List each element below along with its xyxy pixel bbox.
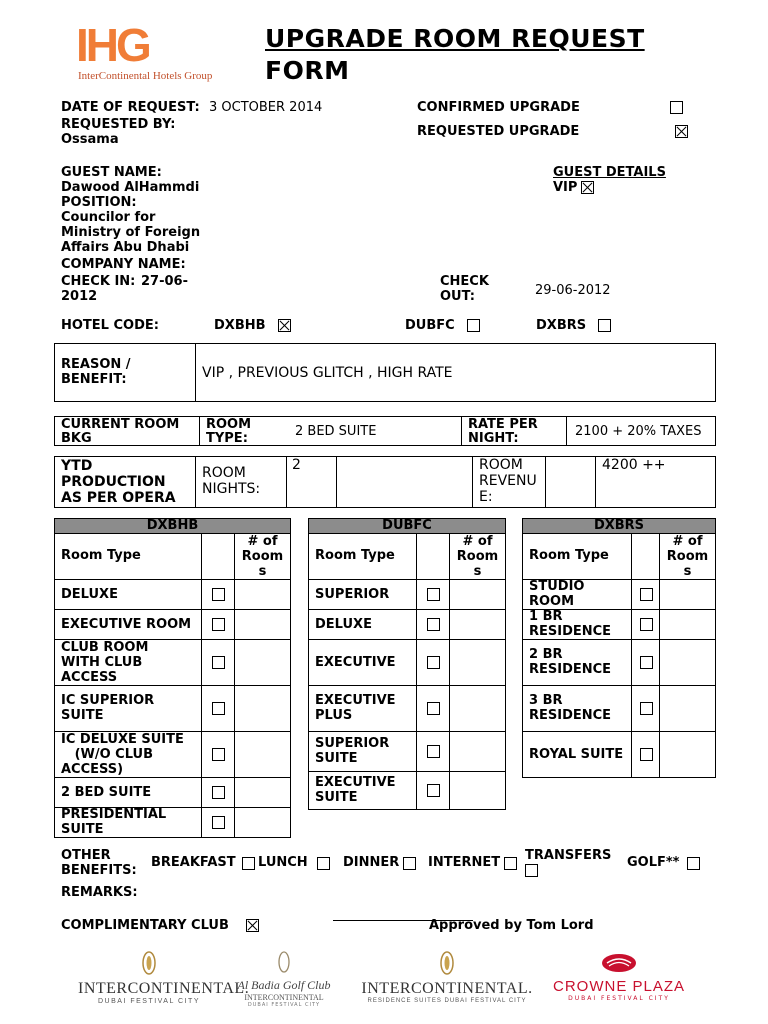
room-type-label-line2: TYPE: (206, 431, 248, 446)
dxbrs-row-3-rooms-cell[interactable] (660, 640, 715, 685)
check-out-label-line1: CHECK (440, 274, 489, 289)
dxbhb-row-3-checkbox[interactable] (212, 656, 225, 669)
dubfc-row-3-checkbox[interactable] (427, 656, 440, 669)
dxbrs-row-3-label-line2: RESIDENCE (529, 662, 612, 677)
dubfc-row-4-rooms-cell[interactable] (450, 686, 505, 731)
dubfc-row-5-checkbox[interactable] (427, 745, 440, 758)
current-div2 (461, 416, 462, 446)
dxbhb-row-5-label-line1: IC DELUXE SUITE (61, 732, 184, 747)
dubfc-row-6-rooms-cell[interactable] (450, 772, 505, 809)
dxbhb-row-1-checkbox[interactable] (212, 588, 225, 601)
breakfast-checkbox[interactable] (242, 857, 255, 870)
dxbrs-room-type-header: Room Type (529, 548, 609, 563)
confirmed-upgrade-checkbox[interactable] (670, 101, 683, 114)
room-nights-value[interactable]: 2 (292, 457, 301, 473)
reason-divider (195, 343, 196, 402)
other-benefits-label-line1: OTHER (61, 848, 111, 863)
ihg-logo-subtext: InterContinental Hotels Group (78, 70, 213, 82)
form-title-line1: UPGRADE ROOM REQUEST (265, 24, 645, 53)
transfers-checkbox[interactable] (525, 864, 538, 877)
check-out-value: 29-06-2012 (535, 283, 611, 298)
al-badia-crest-icon (276, 950, 292, 974)
dxbhb-room-type-header: Room Type (61, 548, 141, 563)
dxbrs-row-divider (522, 777, 716, 778)
brand4-sub: DUBAI FESTIVAL CITY (568, 995, 670, 1002)
current-room-label-line1: CURRENT ROOM (61, 417, 180, 432)
dxbhb-rooms-header-line3: s (258, 564, 267, 579)
hotel-code-dxbhb: DXBHB (214, 318, 266, 333)
lunch-label: LUNCH (258, 855, 308, 870)
dubfc-row-4-checkbox[interactable] (427, 702, 440, 715)
breakfast-label: BREAKFAST (151, 855, 236, 870)
dxbrs-rooms-header-line2: Room (666, 549, 709, 564)
dxbrs-row-3-label-line1: 2 BR (529, 647, 563, 662)
golf-label: GOLF** (627, 855, 680, 870)
hotel-dxbhb-checkbox[interactable] (278, 319, 291, 332)
brand3-name: INTERCONTINENTAL. (361, 980, 533, 997)
internet-checkbox[interactable] (504, 857, 517, 870)
complimentary-club-label: COMPLIMENTARY CLUB (61, 918, 229, 933)
room-type-value[interactable]: 2 BED SUITE (295, 424, 377, 439)
transfers-label: TRANSFERS (525, 848, 612, 863)
dxbhb-row-6-checkbox[interactable] (212, 786, 225, 799)
dubfc-row-5-label-line1: SUPERIOR (315, 736, 390, 751)
dxbrs-row-4-rooms-cell[interactable] (660, 686, 715, 731)
check-in-value-line2: 2012 (61, 289, 98, 304)
dxbhb-row-3-label-line3: ACCESS (61, 670, 118, 685)
dubfc-row-1-checkbox[interactable] (427, 588, 440, 601)
dubfc-rooms-header-line1: # of (462, 534, 493, 549)
dxbhb-row-7-label-line2: SUITE (61, 822, 104, 837)
check-in-label: CHECK IN: (61, 274, 136, 289)
hotel-code-label: HOTEL CODE: (61, 318, 159, 333)
dxbhb-row-1-label-line1: DELUXE (61, 587, 118, 602)
dxbhb-row-5-rooms-cell[interactable] (235, 732, 290, 777)
dxbhb-row-7-label-line1: PRESIDENTIAL (61, 807, 167, 822)
brand2-sub1: INTERCONTINENTAL (244, 993, 324, 1002)
dxbrs-row-1-rooms-cell[interactable] (660, 580, 715, 609)
dxbhb-row-7-checkbox[interactable] (212, 816, 225, 829)
dxbhb-row-5-label-line2: (W/O CLUB (61, 747, 154, 762)
lunch-checkbox[interactable] (317, 857, 330, 870)
dinner-label: DINNER (343, 855, 400, 870)
dubfc-row-2-rooms-cell[interactable] (450, 610, 505, 639)
dxbhb-row-4-label-line1: IC SUPERIOR (61, 693, 155, 708)
date-of-request-label: DATE OF REQUEST: (61, 100, 200, 115)
current-div3 (566, 416, 567, 446)
position-value-line2: Ministry of Foreign (61, 225, 201, 240)
ytd-div2 (286, 456, 287, 508)
dubfc-row-4-label-line2: PLUS (315, 708, 353, 723)
dxbrs-row-4-label-line1: 3 BR (529, 693, 563, 708)
dubfc-row-divider (308, 809, 506, 810)
dinner-checkbox[interactable] (403, 857, 416, 870)
requested-upgrade-checkbox[interactable] (675, 125, 688, 138)
dubfc-row-5-label-line2: SUITE (315, 751, 358, 766)
reason-label-line1: REASON / (61, 357, 131, 372)
dubfc-row-6-label-line1: EXECUTIVE (315, 775, 396, 790)
golf-checkbox[interactable] (687, 857, 700, 870)
rate-label-line2: NIGHT: (468, 431, 519, 446)
dxbrs-row-2-label-line1: 1 BR (529, 609, 563, 624)
room-revenue-label-line2: REVENU (479, 473, 537, 489)
ytd-label-line3: AS PER OPERA (61, 490, 176, 506)
position-value-line3: Affairs Abu Dhabi (61, 240, 190, 255)
brand-intercontinental-dfc (78, 950, 250, 1005)
ytd-div3 (336, 456, 337, 508)
brand-al-badia (228, 950, 340, 1008)
dxbhb-row-4-checkbox[interactable] (212, 702, 225, 715)
current-room-label-line2: BKG (61, 431, 92, 446)
dxbhb-row-2-rooms-cell[interactable] (235, 610, 290, 639)
date-of-request-value: 3 OCTOBER 2014 (209, 100, 323, 115)
dxbrs-col-divider-1 (631, 533, 632, 777)
vip-label: VIP (553, 180, 578, 195)
brand3-sub: RESIDENCE SUITES DUBAI FESTIVAL CITY (367, 998, 527, 1004)
room-revenue-label-line1: ROOM (479, 457, 523, 473)
rate-value[interactable]: 2100 + 20% TAXES (575, 424, 702, 439)
dxbhb-row-3-label-line1: CLUB ROOM (61, 640, 149, 655)
dubfc-table-title: DUBFC (308, 518, 506, 534)
ytd-div1 (195, 456, 196, 508)
dxbhb-row-7-rooms-cell[interactable] (235, 808, 290, 837)
internet-label: INTERNET (428, 855, 501, 870)
room-nights-label-line2: NIGHTS: (202, 481, 261, 497)
dxbhb-rooms-header-line1: # of (247, 534, 278, 549)
guest-name-value: Dawood AlHammdi (61, 180, 200, 195)
dxbhb-row-2-checkbox[interactable] (212, 618, 225, 631)
dxbrs-row-1-label-line1: STUDIO (529, 579, 585, 594)
ytd-div6 (595, 456, 596, 508)
dxbhb-row-5-label-line3: ACCESS) (61, 762, 124, 777)
dxbrs-row-1-label-line2: ROOM (529, 594, 575, 609)
dxbhb-row-divider (54, 837, 291, 838)
dxbhb-row-6-label-line1: 2 BED SUITE (61, 785, 152, 800)
dubfc-row-2-checkbox[interactable] (427, 618, 440, 631)
dxbhb-rooms-header-line2: Room (241, 549, 284, 564)
brand-intercontinental-residence (348, 950, 546, 1004)
brand-crowne-plaza (553, 950, 685, 1002)
dubfc-rooms-header-line3: s (473, 564, 482, 579)
room-type-label-line1: ROOM (206, 417, 252, 432)
approved-by-label: Approved by Tom Lord (429, 918, 594, 933)
dubfc-row-5-rooms-cell[interactable] (450, 732, 505, 771)
dxbrs-row-2-rooms-cell[interactable] (660, 610, 715, 639)
ihg-logo: IHG (76, 19, 149, 71)
dxbrs-row-2-label-line2: RESIDENCE (529, 624, 612, 639)
dxbhb-row-2-label-line1: EXECUTIVE ROOM (61, 617, 192, 632)
dxbhb-row-3-rooms-cell[interactable] (235, 640, 290, 685)
requested-by-value: Ossama (61, 132, 119, 147)
dxbrs-row-4-checkbox[interactable] (640, 702, 653, 715)
brand4-name: CROWNE PLAZA (553, 978, 686, 995)
dxbhb-row-3-label-line2: WITH CLUB (61, 655, 143, 670)
dxbrs-rooms-header-line3: s (683, 564, 692, 579)
dubfc-row-1-label-line1: SUPERIOR (315, 587, 390, 602)
hotel-dxbrs-checkbox[interactable] (598, 319, 611, 332)
dxbhb-row-5-checkbox[interactable] (212, 748, 225, 761)
requested-upgrade-label: REQUESTED UPGRADE (417, 124, 580, 139)
crowne-plaza-logo-icon (599, 950, 639, 974)
dxbrs-table-title: DXBRS (522, 518, 716, 534)
ytd-label-line2: PRODUCTION (61, 474, 166, 490)
ytd-label-line1: YTD (61, 458, 93, 474)
dxbrs-row-4-label-line2: RESIDENCE (529, 708, 612, 723)
ic-residence-crest-icon (439, 950, 455, 976)
hotel-code-dubfc: DUBFC (405, 318, 455, 333)
dxbrs-row-5-rooms-cell[interactable] (660, 732, 715, 777)
dubfc-col-divider-1 (416, 533, 417, 809)
dxbrs-row-5-checkbox[interactable] (640, 748, 653, 761)
dubfc-row-4-label-line1: EXECUTIVE (315, 693, 396, 708)
reason-value[interactable]: VIP , PREVIOUS GLITCH , HIGH RATE (202, 365, 453, 381)
vip-checkbox[interactable] (581, 181, 594, 194)
remarks-label: REMARKS: (61, 885, 138, 900)
dxbhb-row-4-rooms-cell[interactable] (235, 686, 290, 731)
confirmed-upgrade-label: CONFIRMED UPGRADE (417, 100, 580, 115)
requested-by-label: REQUESTED BY: (61, 117, 176, 132)
dxbhb-row-4-label-line2: SUITE (61, 708, 104, 723)
current-div1 (199, 416, 200, 446)
rate-label-line1: RATE PER (468, 417, 538, 432)
guest-details-label: GUEST DETAILS (553, 165, 666, 180)
check-out-label-line2: OUT: (440, 289, 475, 304)
guest-name-label: GUEST NAME: (61, 165, 162, 180)
brand2-sub2: DUBAI FESTIVAL CITY (247, 1002, 321, 1008)
dxbrs-row-5-label-line1: ROYAL SUITE (529, 747, 624, 762)
dxbhb-row-6-rooms-cell[interactable] (235, 778, 290, 807)
dxbrs-row-1-checkbox[interactable] (640, 588, 653, 601)
ytd-div4 (472, 456, 473, 508)
room-revenue-label-line3: E: (479, 489, 493, 505)
dubfc-row-2-label-line1: DELUXE (315, 617, 372, 632)
position-value-line1: Councilor for (61, 210, 156, 225)
form-title-line2: FORM (265, 56, 350, 80)
brand1-sub: DUBAI FESTIVAL CITY (97, 998, 200, 1005)
dubfc-row-3-label-line1: EXECUTIVE (315, 655, 396, 670)
dxbrs-row-3-checkbox[interactable] (640, 656, 653, 669)
reason-label-line2: BENEFIT: (61, 372, 127, 387)
check-in-value-line1: 27-06- (141, 274, 188, 289)
ytd-div5 (545, 456, 546, 508)
dxbrs-rooms-header-line1: # of (672, 534, 703, 549)
hotel-code-dxbrs: DXBRS (536, 318, 587, 333)
dxbhb-table-title: DXBHB (54, 518, 291, 534)
company-name-label: COMPANY NAME: (61, 257, 186, 272)
dxbhb-row-1-rooms-cell[interactable] (235, 580, 290, 609)
dubfc-row-1-rooms-cell[interactable] (450, 580, 505, 609)
dubfc-row-6-label-line2: SUITE (315, 790, 358, 805)
position-label: POSITION: (61, 195, 137, 210)
brand1-name: INTERCONTINENTAL. (78, 980, 250, 997)
brand2-name: Al Badia Golf Club (237, 978, 331, 992)
hotel-dubfc-checkbox[interactable] (467, 319, 480, 332)
dubfc-rooms-header-line2: Room (456, 549, 499, 564)
dubfc-row-6-checkbox[interactable] (427, 784, 440, 797)
room-revenue-value[interactable]: 4200 ++ (602, 457, 666, 473)
room-nights-label-line1: ROOM (202, 465, 246, 481)
form-title-line2-clip (265, 54, 505, 80)
ic-crest-icon (141, 950, 157, 976)
dxbrs-row-2-checkbox[interactable] (640, 618, 653, 631)
dubfc-room-type-header: Room Type (315, 548, 395, 563)
other-benefits-label-line2: BENEFITS: (61, 863, 137, 878)
complimentary-club-checkbox[interactable] (246, 919, 259, 932)
dubfc-row-3-rooms-cell[interactable] (450, 640, 505, 685)
